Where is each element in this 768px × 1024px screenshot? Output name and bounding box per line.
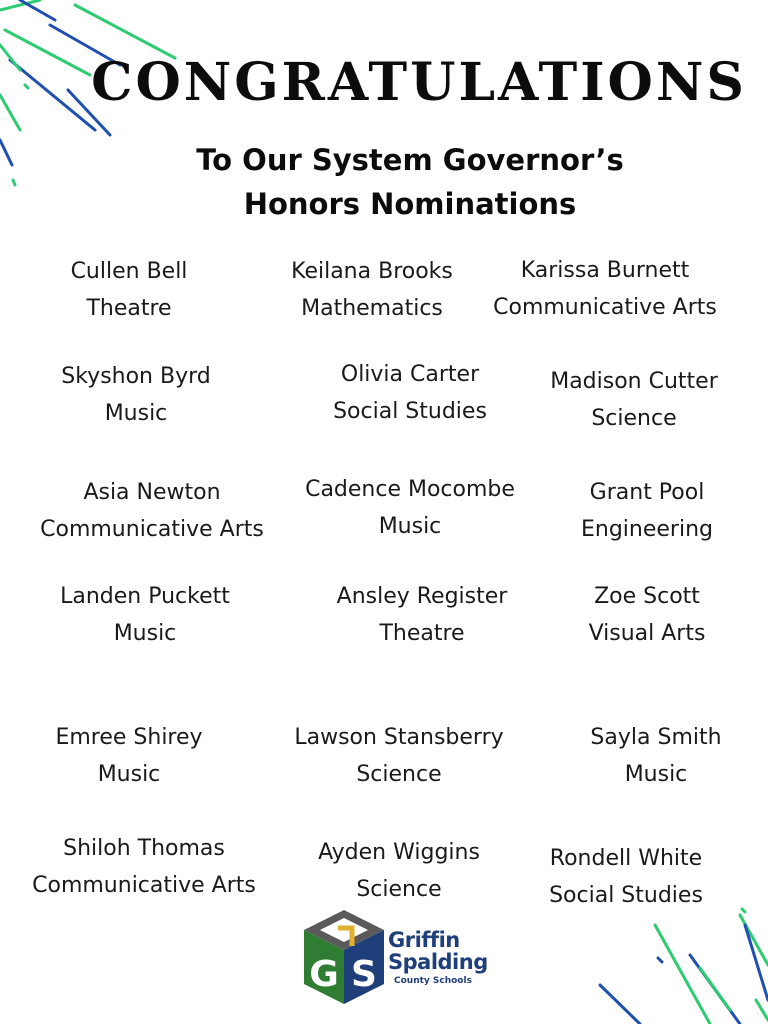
nominee-subject: Communicative Arts [493,295,717,320]
nominee-name: Keilana Brooks [291,259,453,284]
nominee-subject: Social Studies [333,399,487,424]
nominee-card [0,253,264,327]
nominee-subject: Engineering [581,517,713,542]
nominee-subject: Music [97,762,161,787]
nominee-name: Lawson Stansberry [294,725,504,750]
nominee-name: Ayden Wiggins [318,840,480,865]
nominee-name: Karissa Burnett [520,258,690,283]
nominee-name: Asia Newton [83,480,221,505]
nominee-subject: Theatre [379,621,465,646]
nominee-card [499,363,768,437]
nominee-card [9,830,279,904]
nominee-subject: Visual Arts [588,621,706,646]
nominee-card [10,578,280,652]
nominee-name: Grant Pool [589,480,705,505]
nominee-subject: Theatre [86,296,172,321]
nominee-subject: Music [104,401,168,426]
nominee-subject: Communicative Arts [32,873,256,898]
nominee-card [512,474,768,548]
logo-text-county-schools: County Schools [394,976,472,986]
nominee-subject: Music [624,762,688,787]
nominee-name: Ansley Register [336,584,508,609]
nominee-name: Landen Puckett [60,584,230,609]
nominee-subject: Science [356,877,442,902]
nominee-card [0,719,264,793]
nominee-subject: Social Studies [549,883,703,908]
subtitle-line-1: To Our System Governor’s [196,143,624,177]
nominee-card [275,471,545,545]
nominee-name: Shiloh Thomas [63,836,225,861]
nominee-card [1,358,271,432]
nominee-subject: Communicative Arts [40,517,264,542]
svg-text:S: S [351,954,377,995]
subtitle-line-2: Honors Nominations [243,187,577,221]
nominee-name: Emree Shirey [55,725,203,750]
page-title: CONGRATULATIONS [91,52,747,113]
nominee-card [470,252,740,326]
nominee-subject: Mathematics [301,296,443,321]
nominee-subject: Science [356,762,442,787]
nominee-card [264,719,534,793]
nominee-name: Rondell White [549,846,703,871]
nominee-card [491,840,761,914]
logo-text-spalding: Spalding [388,950,488,974]
nominee-subject: Music [378,514,442,539]
nominee-name: Cadence Mocombe [305,477,515,502]
nominee-subject: Science [591,406,677,431]
page-subtitle [0,138,768,226]
nominee-name: Cullen Bell [70,259,188,284]
nominee-card [237,253,507,327]
nominee-name: Madison Cutter [550,369,718,394]
nominee-card [521,719,768,793]
district-logo [300,906,500,1006]
gs-cube-logo-icon [300,906,388,1006]
nominee-name: Olivia Carter [340,362,480,387]
nominee-card [17,474,287,548]
nominee-name: Zoe Scott [594,584,700,609]
logo-text-griffin: Griffin [388,928,460,952]
svg-text:G: G [309,954,339,995]
nominee-name: Sayla Smith [590,725,722,750]
nominee-name: Skyshon Byrd [61,364,211,389]
nominee-card [512,578,768,652]
nominee-subject: Music [113,621,177,646]
